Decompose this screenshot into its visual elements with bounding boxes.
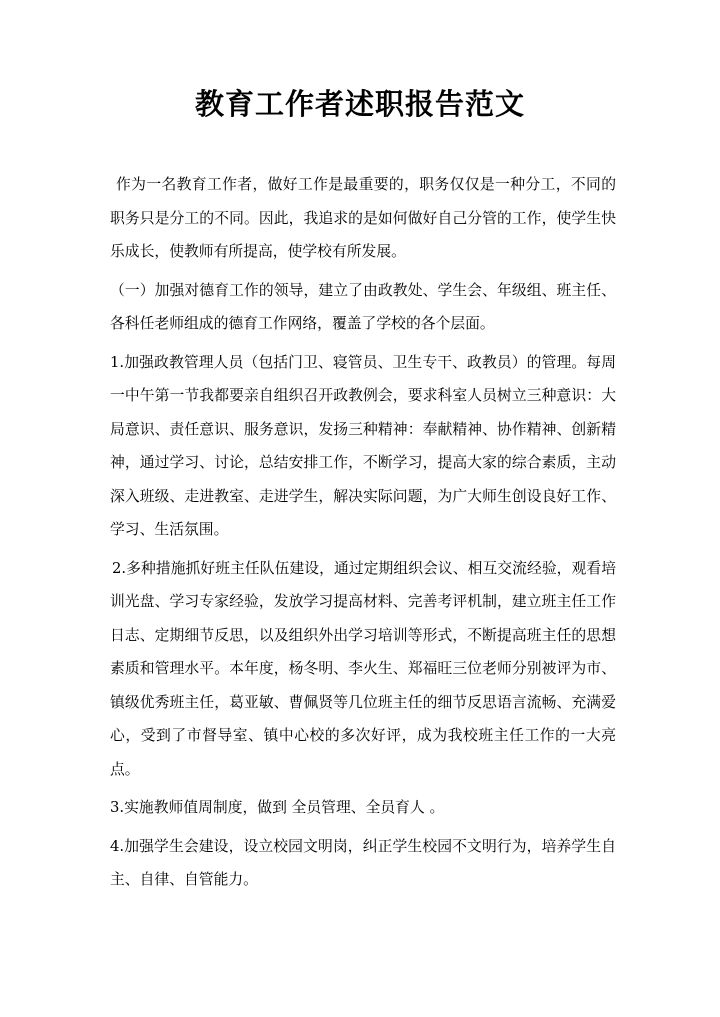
paragraph-item-2: 2.多种措施抓好班主任队伍建设，通过定期组织会议、相互交流经验，观看培训光盘、学习专家经验，发放学习提高材料、完善考评机制，建立班主任工作日志、定期细节反思，以及组织外出学习培训等形式，不断提高班主任的思想素质和管理水平。本年度，杨冬明、李火生、郑福旺三位老师分别被评为市、镇级优秀班主任，葛亚敏、曹佩贤等几位班主任的细节反思语言流畅、充满爱心，受到了市督导室、镇中心校的多次好评，成为我校班主任工作的一大亮点。 [110, 559, 616, 778]
document-title: 教育工作者述职报告范文 [194, 87, 525, 121]
paragraph-item-1: 1.加强政教管理人员（包括门卫、寝管员、卫生专干、政教员）的管理。每周一中午第一节我都要亲自组织召开政教例会，要求科室人员树立三种意识：大局意识、责任意识、服务意识，发扬三种精神：奉献精神、协作精神、创新精神，通过学习、讨论，总结安排工作，不断学习，提高大家的综合素质，主动深入班级、走进教室、走进学生，解决实际问题，为广大师生创设良好工作、学习、生活氛围。 [110, 353, 616, 538]
paragraph-item-4: 4.加强学生会建设，设立校园文明岗，纠正学生校园不文明行为，培养学生自主、自律、自管能力。 [110, 837, 616, 888]
paragraph-item-3: 3.实施教师值周制度，做到 全员管理、全员育人 。 [110, 799, 445, 816]
document-body [110, 168, 616, 902]
paragraph-section-1: （一）加强对德育工作的领导，建立了由政教处、学生会、年级组、班主任、各科任老师组成的德育工作网络，覆盖了学校的各个层面。 [110, 281, 616, 332]
paragraph-intro: 作为一名教育工作者，做好工作是最重要的，职务仅仅是一种分工，不同的职务只是分工的不同。因此，我追求的是如何做好自己分管的工作，使学生快乐成长，使教师有所提高，使学校有所发展。 [110, 176, 616, 260]
